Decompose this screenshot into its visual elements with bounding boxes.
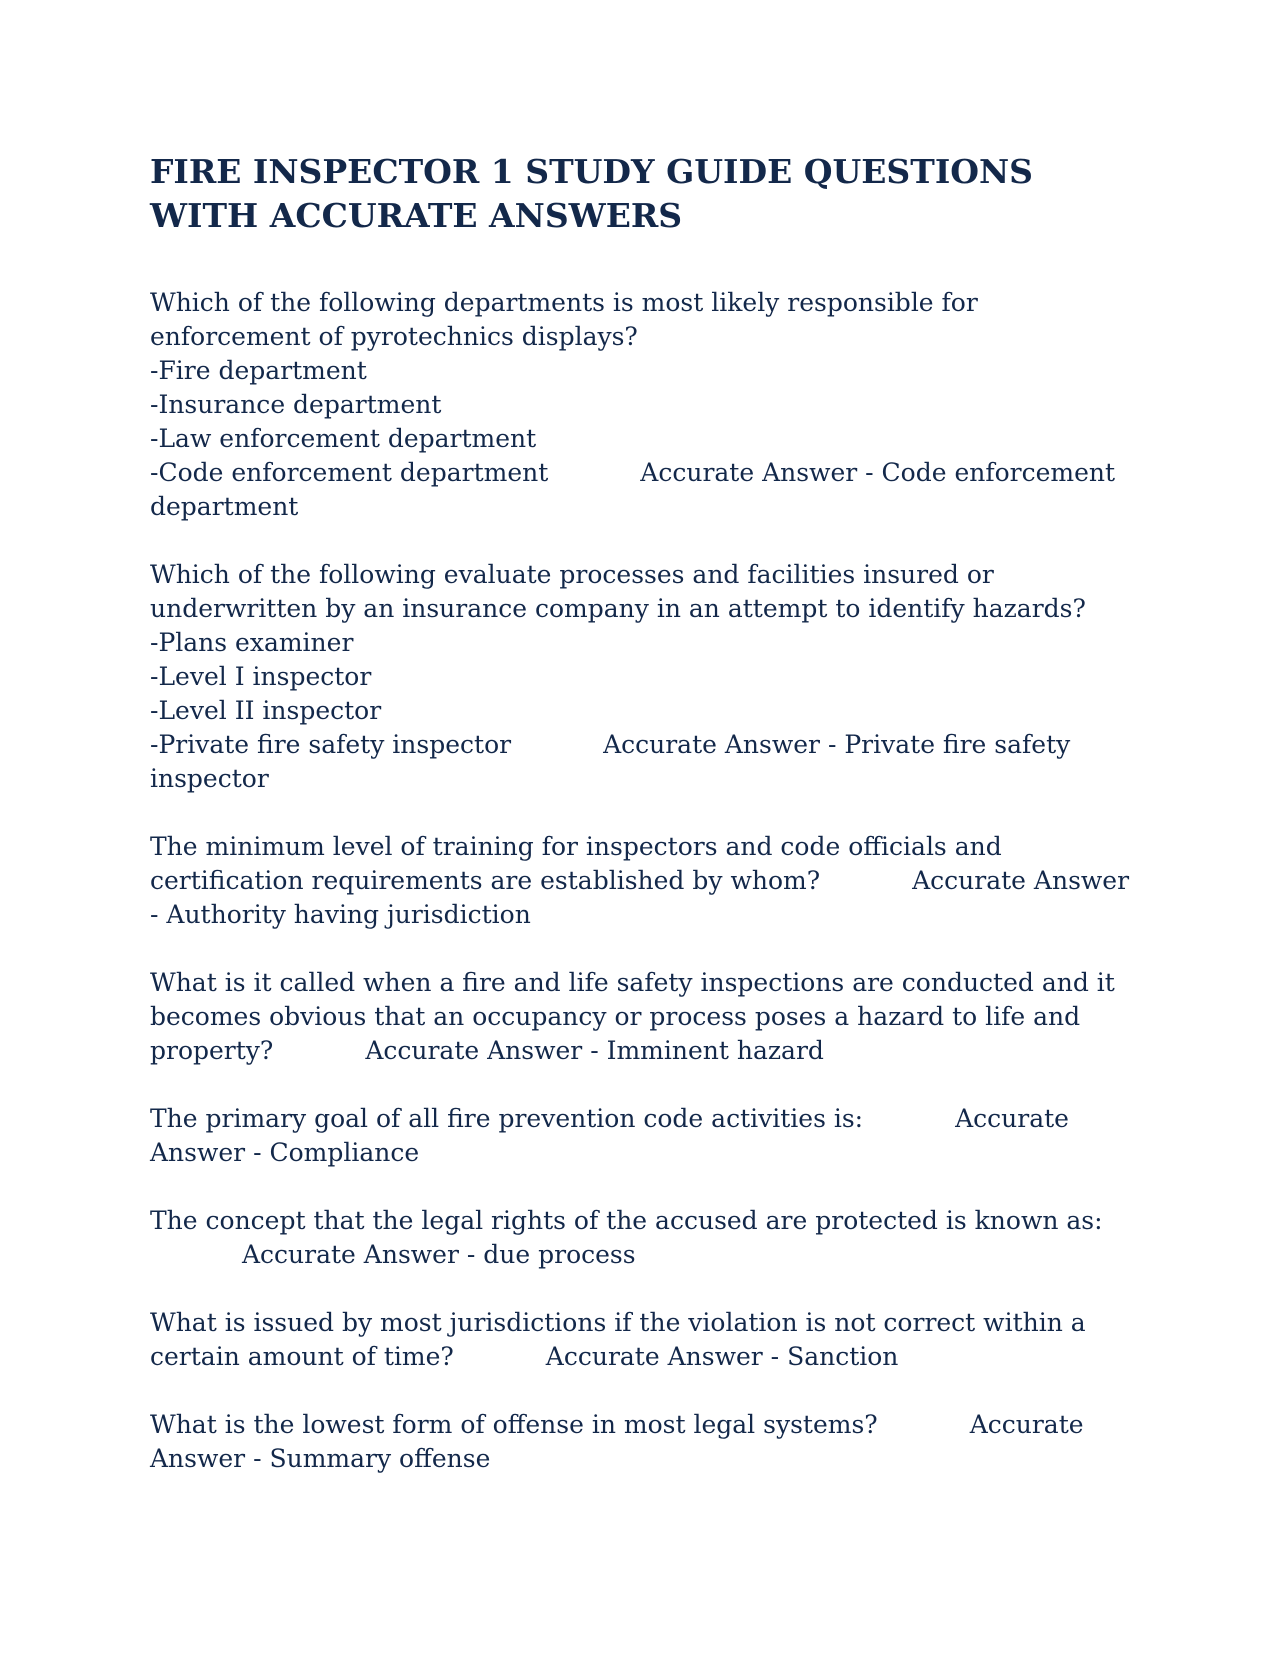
answer-text: Accurate Answer - Private fire safety inspector — [150, 730, 1079, 793]
question-text: The minimum level of training for inspectors and code officials and certification requirements are established by whom? — [150, 832, 1010, 895]
question-with-answer — [150, 966, 1140, 1068]
option: -Insurance department — [150, 390, 442, 419]
answer-text: Accurate Answer - Compliance — [150, 1104, 1077, 1167]
question-text: The concept that the legal rights of the accused are protected is known as: — [150, 1206, 1103, 1235]
qa-item — [150, 1102, 1140, 1170]
question-with-answer — [150, 1102, 1140, 1170]
option-with-answer — [150, 456, 1140, 524]
option: -Private fire safety inspector — [150, 730, 512, 759]
qa-item — [150, 1204, 1140, 1272]
question-text: The primary goal of all fire prevention code activities is: — [150, 1104, 864, 1133]
option: -Code enforcement department — [150, 458, 549, 487]
question-text: What is it called when a fire and life safety inspections are conducted and it becomes obvious that an occupancy or process poses a hazard to life and property? — [150, 968, 1123, 1065]
qa-item — [150, 1408, 1140, 1476]
question-with-answer — [150, 1204, 1140, 1272]
option-with-answer — [150, 728, 1140, 796]
question-text: Which of the following departments is most likely responsible for enforcement of pyrotechnics displays? — [150, 288, 986, 351]
answer-text: Accurate Answer - Authority having jurisdiction — [150, 866, 1137, 929]
answer-text: Accurate Answer - due process — [242, 1240, 636, 1269]
question-text: What is the lowest form of offense in most legal systems? — [150, 1410, 878, 1439]
answer-text: Accurate Answer - Imminent hazard — [365, 1036, 824, 1065]
question-text: What is issued by most jurisdictions if the violation is not correct within a certain amount of time? — [150, 1308, 1094, 1371]
qa-item — [150, 558, 1140, 796]
question-with-answer — [150, 1306, 1140, 1374]
answer-text: Accurate Answer - Summary offense — [150, 1410, 1092, 1473]
question-with-answer — [150, 830, 1140, 932]
document-page — [150, 150, 1140, 1510]
option: -Level I inspector — [150, 662, 372, 691]
qa-list — [150, 286, 1140, 1476]
answer-text: Accurate Answer - Sanction — [545, 1342, 899, 1371]
option: -Level II inspector — [150, 696, 382, 725]
document-title: FIRE INSPECTOR 1 STUDY GUIDE QUESTIONS WITH ACCURATE ANSWERS — [150, 152, 1033, 235]
qa-item — [150, 286, 1140, 524]
answer-text: Accurate Answer - Code enforcement department — [150, 458, 1124, 521]
question-with-answer — [150, 1408, 1140, 1476]
qa-item — [150, 1306, 1140, 1374]
qa-item — [150, 966, 1140, 1068]
qa-item — [150, 830, 1140, 932]
question-text: Which of the following evaluate processes and facilities insured or underwritten by an insurance company in an attempt to identify hazards? — [150, 560, 1086, 623]
option: -Fire department — [150, 356, 367, 385]
option: -Law enforcement department — [150, 424, 537, 453]
option: -Plans examiner — [150, 628, 354, 657]
